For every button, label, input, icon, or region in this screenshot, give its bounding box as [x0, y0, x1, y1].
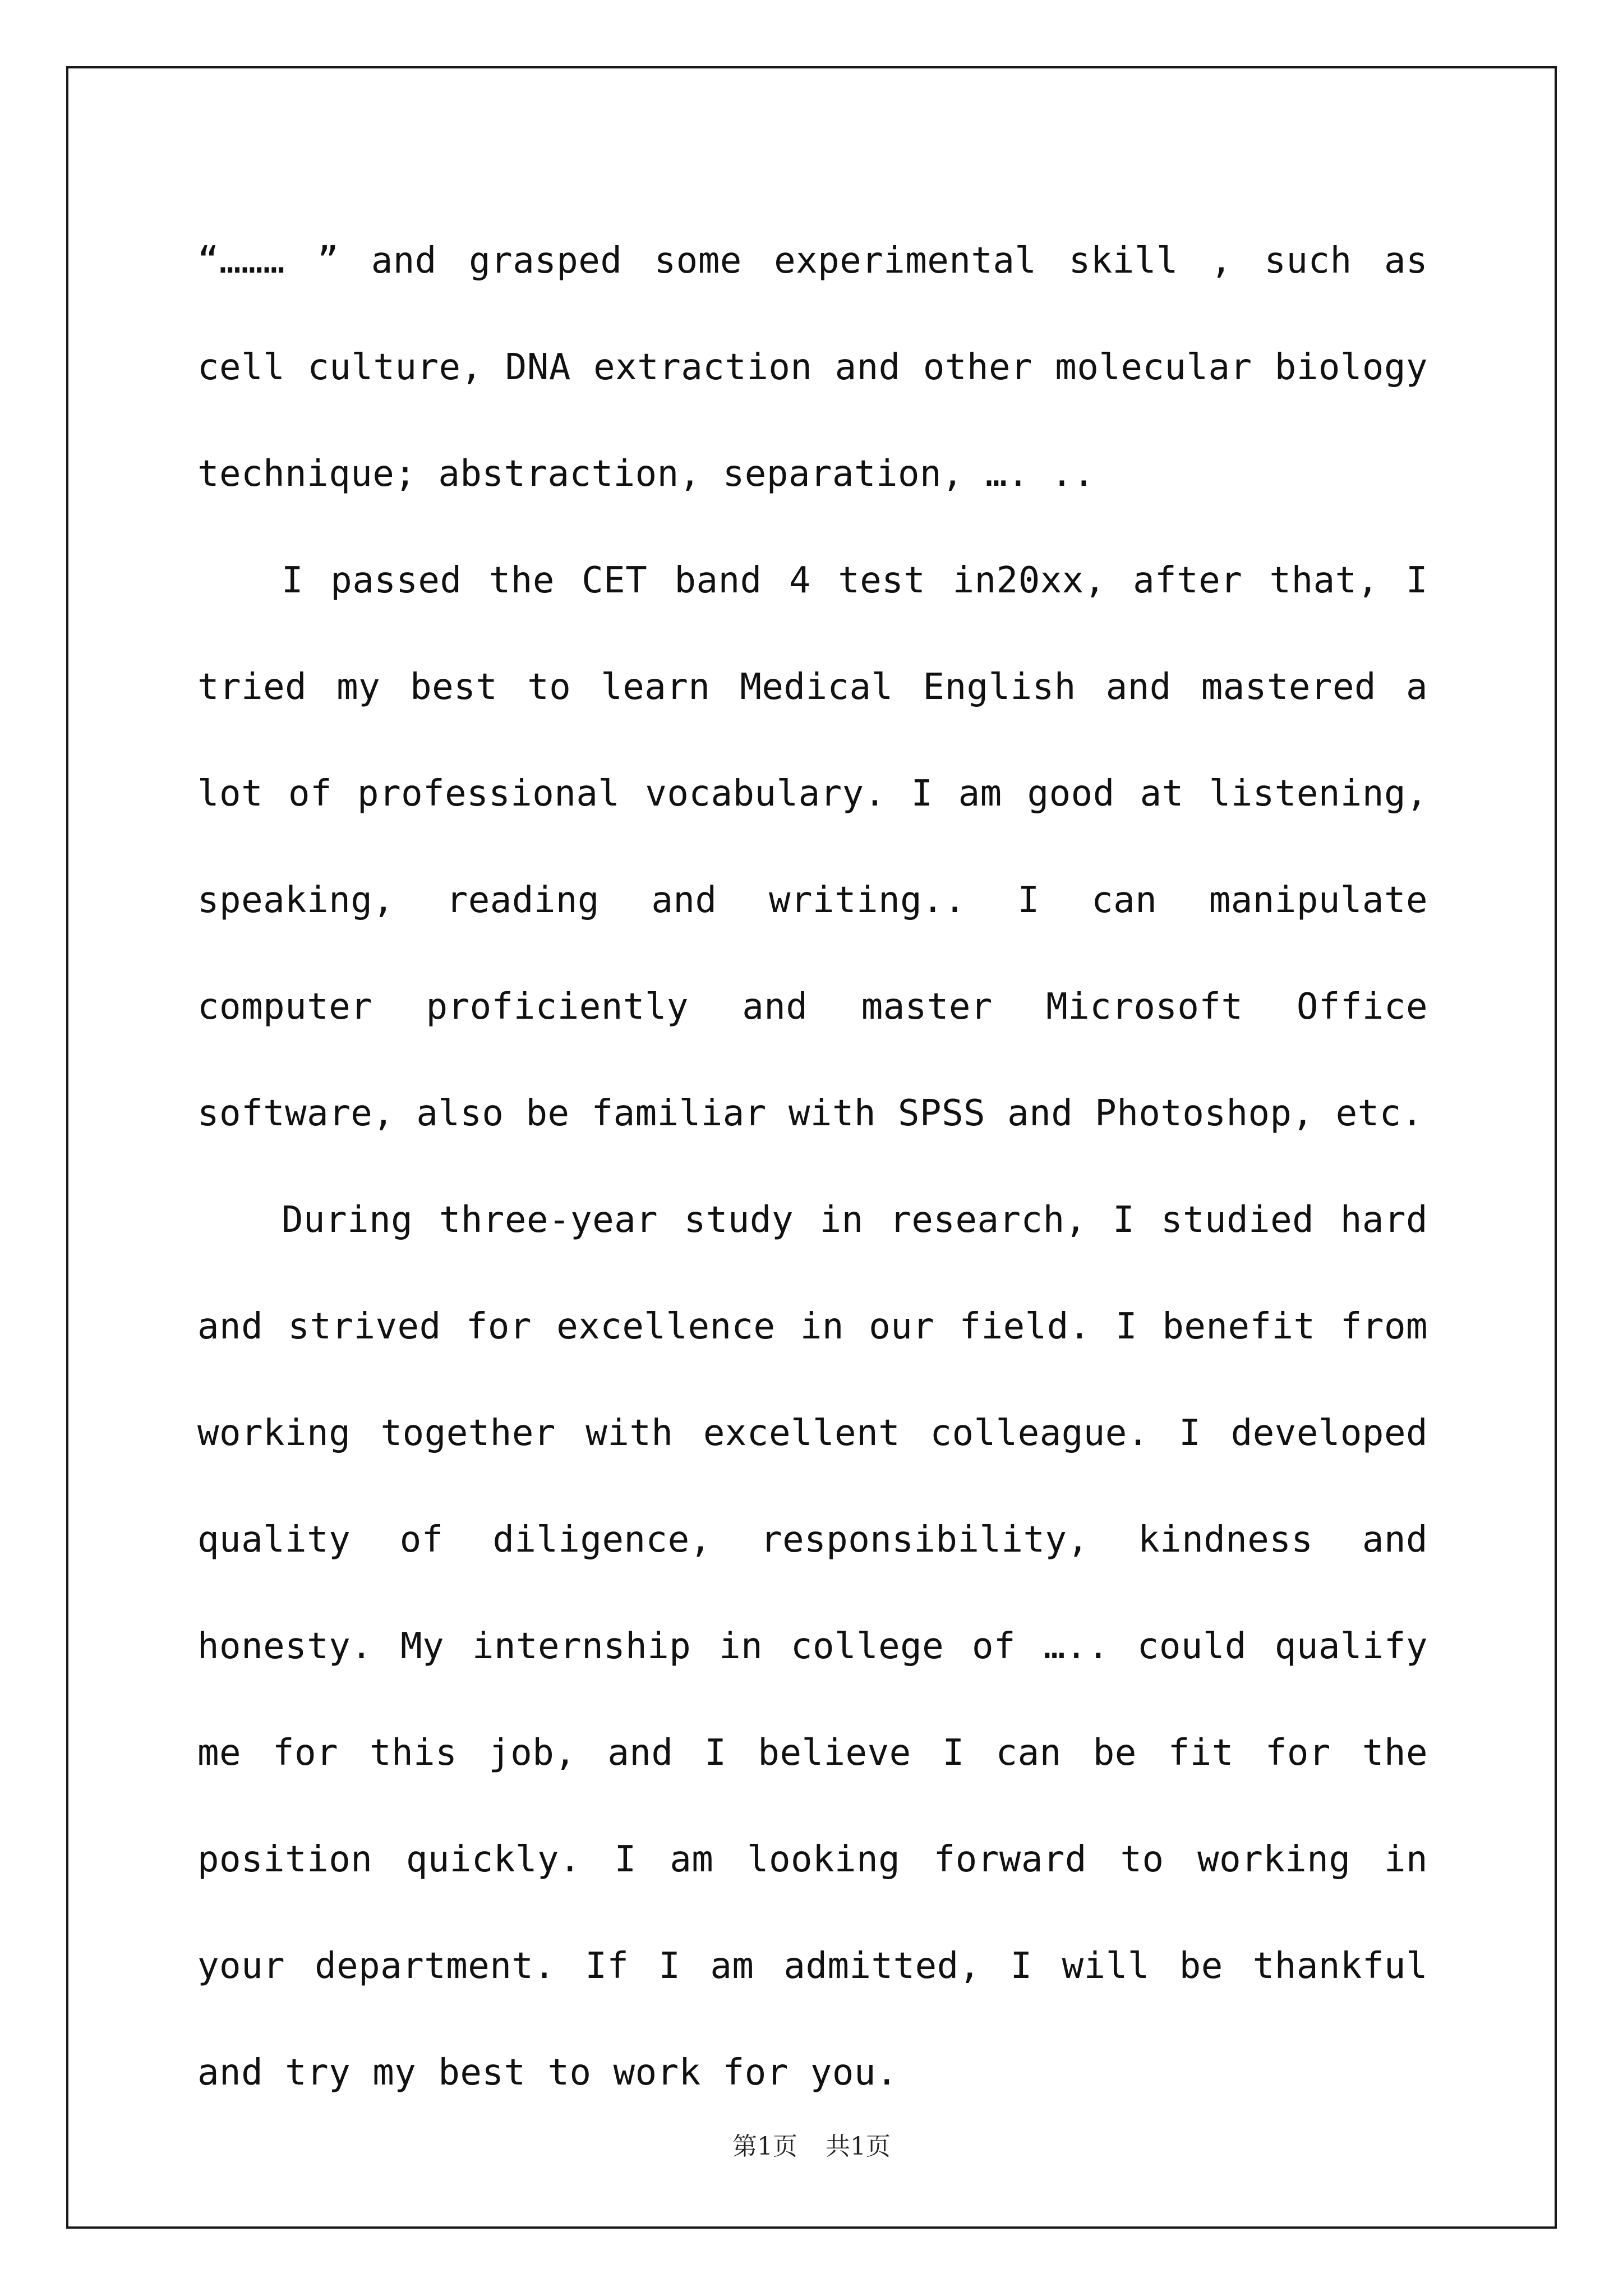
- paragraph-2: I passed the CET band 4 test in20xx, after that, I tried my best to learn Medical English and mastered a lot of professional vocabulary. I am good at listening, speaking, reading and writing.. I can manipulate computer proficiently and master Microsoft Office software, also be familiar with SPSS and Photoshop, etc.: [197, 560, 1428, 1134]
- document-body: [197, 208, 1428, 2126]
- page-number: 第1页: [732, 2132, 797, 2161]
- page-footer: [0, 2126, 1623, 2162]
- page-total: 共1页: [826, 2132, 891, 2161]
- paragraph-3: During three-year study in research, I studied hard and strived for excellence in our field. I benefit from working together with excellent colleague. I developed quality of diligence, responsibility, kindness and honesty. My internship in college of ….. could qualify me for this job, and I believe I can be fit for the position quickly. I am looking forward to working in your department. If I am admitted, I will be thankful and try my best to work for you.: [197, 1199, 1428, 2093]
- paragraph-1: “……… ” and grasped some experimental skill , such as cell culture, DNA extraction and other molecular biology technique; abstraction, separation, …. ..: [197, 240, 1428, 495]
